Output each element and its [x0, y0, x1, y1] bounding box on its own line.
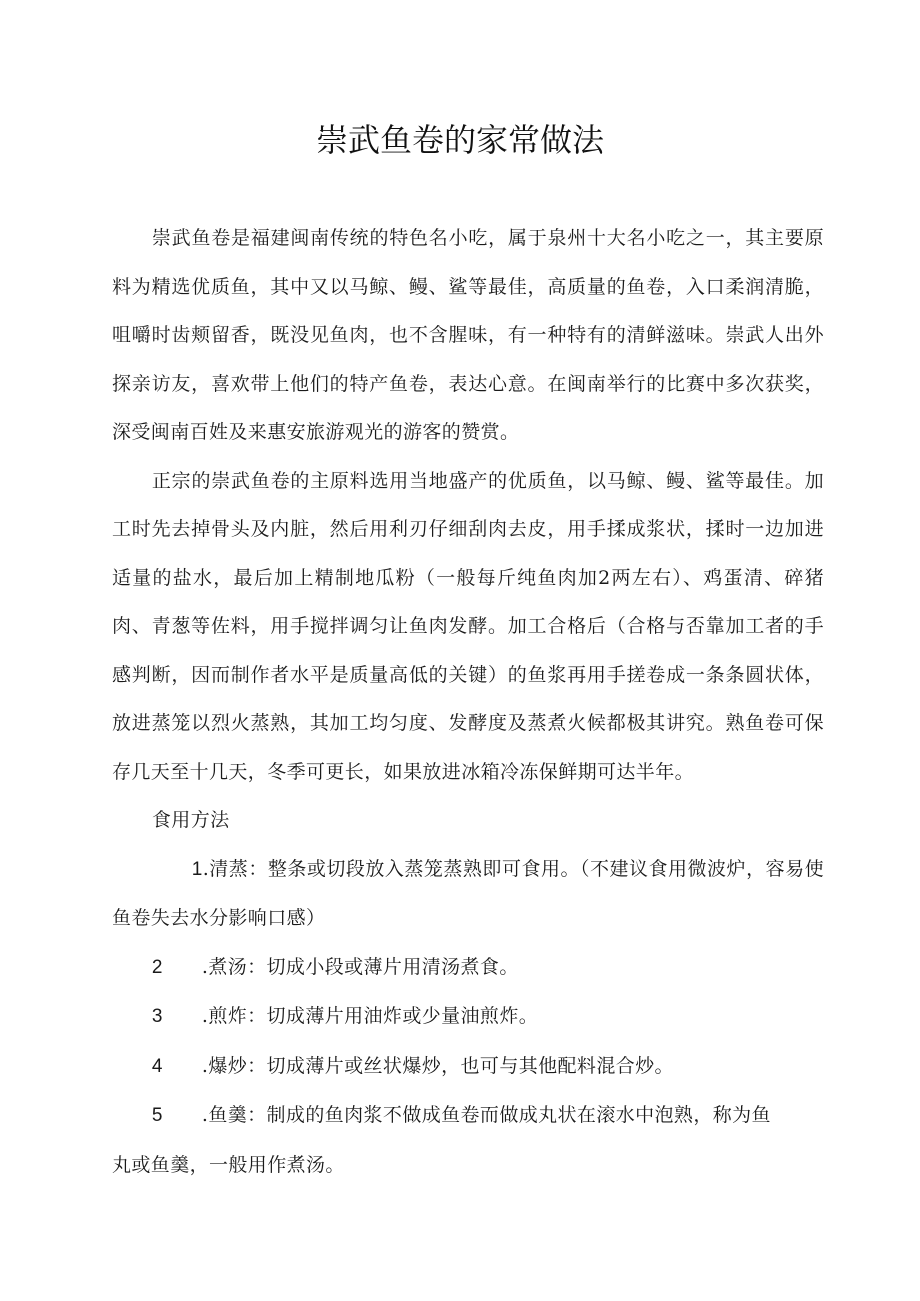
method-number: 3 — [151, 1006, 163, 1027]
method-item-5-continuation: 丸或鱼羹，一般用作煮汤。 — [112, 1153, 345, 1176]
methods-heading: 食用方法 — [151, 809, 230, 831]
method-item-1 — [112, 845, 824, 943]
method-number: 1 — [191, 858, 203, 880]
method-number: 4 — [151, 1055, 163, 1077]
preparation-paragraph: 正宗的崇武鱼卷的主原料选用当地盛产的优质鱼，以马鲸、鳗、鲨等最佳。加工时先去掉骨头及内脏，然后用利刃仔细刮肉去皮，用手揉成浆状，揉时一边加进适量的盐水，最后加上精制地瓜粉（一般每斤纯鱼肉加2两左右）、鸡蛋清、碎猪肉、青葱等佐料，用手搅拌调匀让鱼肉发酵。加工合格后（合格与否靠加工者的手感判断，因而制作者水平是质量高低的关键）的鱼浆再用手搓卷成一条条圆状体，放进蒸笼以烈火蒸熟，其加工均匀度、发酵度及蒸煮火候都极其讲究。熟鱼卷可保存几天至十几天，冬季可更长，如果放进冰箱冷冻保鲜期可达半年。 — [112, 469, 824, 783]
method-item-2 — [112, 943, 824, 993]
method-item-4 — [112, 1042, 824, 1092]
document-body — [112, 214, 824, 1189]
method-text: .爆炒：切成薄片或丝状爆炒，也可与其他配料混合炒。 — [201, 1054, 674, 1077]
page-title: 崇武鱼卷的家常做法 — [315, 121, 604, 159]
method-number: 5 — [151, 1105, 163, 1126]
method-text: .清蒸：整条或切段放入蒸笼蒸熟即可食用。（不建议食用微波炉，容易使鱼卷失去水分影响口感） — [112, 857, 824, 929]
intro-paragraph: 崇武鱼卷是福建闽南传统的特色名小吃，属于泉州十大名小吃之一，其主要原料为精选优质鱼，其中又以马鲸、鳗、鲨等最佳，高质量的鱼卷，入口柔润清脆，咀嚼时齿颊留香，既没见鱼肉，也不含腥味，有一种特有的清鲜滋味。崇武人出外探亲访友，喜欢带上他们的特产鱼卷，表达心意。在闽南举行的比赛中多次获奖，深受闽南百姓及来惠安旅游观光的游客的赞赏。 — [112, 227, 824, 443]
method-text: .煮汤：切成小段或薄片用清汤煮食。 — [201, 955, 519, 978]
method-item-5 — [112, 1091, 824, 1141]
method-item-3 — [112, 992, 824, 1042]
method-number: 2 — [151, 956, 163, 978]
method-text: .鱼羹：制成的鱼肉浆不做成鱼卷而做成丸状在滚水中泡熟，称为鱼 — [201, 1104, 771, 1126]
method-text: .煎炸：切成薄片用油炸或少量油煎炸。 — [201, 1005, 539, 1027]
